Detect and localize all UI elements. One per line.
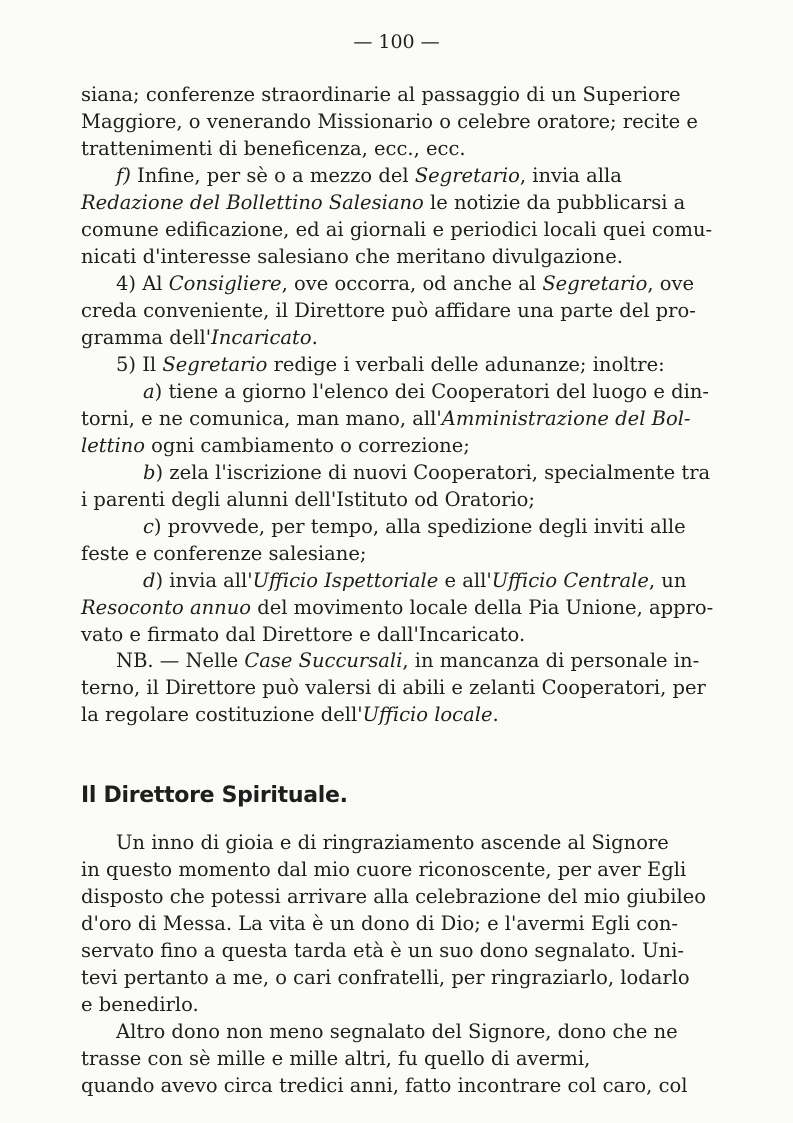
text-line: nicati d'interesse salesiano che meritano divulgazione. — [81, 245, 623, 268]
text-line: gramma dell'Incaricato. — [81, 326, 318, 349]
text-block-spiritual-director — [81, 829, 711, 1099]
text-line: d) invia all'Ufficio Ispettoriale e all'Ufficio Centrale, un — [143, 569, 687, 592]
text-line: Un inno di gioia e di ringraziamento ascende al Signore — [116, 831, 669, 854]
text-line: disposto che potessi arrivare alla celebrazione del mio giubileo — [81, 885, 706, 908]
text-line: torni, e ne comunica, man mano, all'Amministrazione del Bol- — [81, 407, 691, 430]
text-line: Altro dono non meno segnalato del Signore, dono che ne — [116, 1020, 678, 1043]
text-line: tevi pertanto a me, o cari confratelli, per ringraziarlo, lodarlo — [81, 966, 690, 989]
text-line: NB. — Nelle Case Succursali, in mancanza di personale in- — [116, 649, 700, 672]
text-line: e benedirlo. — [81, 993, 199, 1016]
text-line: terno, il Direttore può valersi di abili e zelanti Cooperatori, per — [81, 676, 706, 699]
text-line: 5) Il Segretario redige i verbali delle adunanze; inoltre: — [116, 353, 665, 376]
text-line: comune edificazione, ed ai giornali e periodici locali quei comu- — [81, 218, 713, 241]
text-line: d'oro di Messa. La vita è un dono di Dio; e l'avermi Egli con- — [81, 912, 679, 935]
text-line: trasse con sè mille e mille altri, fu quello di avermi, — [81, 1047, 591, 1070]
text-line: quando avevo circa tredici anni, fatto incontrare col caro, col — [81, 1074, 688, 1097]
text-line: i parenti degli alunni dell'Istituto od Oratorio; — [81, 488, 535, 511]
text-line: in questo momento dal mio cuore riconoscente, per aver Egli — [81, 858, 687, 881]
text-line: la regolare costituzione dell'Ufficio locale. — [81, 703, 499, 726]
text-line: vato e firmato dal Direttore e dall'Incaricato. — [81, 623, 526, 646]
nb-note — [81, 647, 711, 728]
text-line: b) zela l'iscrizione di nuovi Cooperatori, specialmente tra — [143, 461, 711, 484]
text-block-regulations — [81, 81, 714, 648]
text-line: f) Infine, per sè o a mezzo del Segretario, invia alla — [116, 164, 622, 187]
text-line: feste e conferenze salesiane; — [81, 542, 367, 565]
text-line: servato fino a questa tarda età è un suo dono segnalato. Uni- — [81, 939, 684, 962]
text-line: 4) Al Consigliere, ove occorra, od anche al Segretario, ove — [116, 272, 695, 295]
text-line: siana; conferenze straordinarie al passaggio di un Superiore — [81, 83, 681, 106]
text-line: c) provvede, per tempo, alla spedizione degli inviti alle — [143, 515, 686, 538]
item-marker: f) — [116, 164, 131, 187]
section-heading: Il Direttore Spirituale. — [81, 783, 348, 808]
text-line: a) tiene a giorno l'elenco dei Cooperatori del luogo e din- — [143, 380, 709, 403]
text-line: Resoconto annuo del movimento locale della Pia Unione, appro- — [81, 596, 714, 619]
text-line: lettino ogni cambiamento o correzione; — [81, 434, 470, 457]
page-number: — 100 — — [353, 31, 440, 53]
text-line: trattenimenti di beneficenza, ecc., ecc. — [81, 137, 466, 160]
text-line: creda conveniente, il Direttore può affidare una parte del pro- — [81, 299, 696, 322]
text-line: Redazione del Bollettino Salesiano le notizie da pubblicarsi a — [81, 191, 686, 214]
text-line: Maggiore, o venerando Missionario o celebre oratore; recite e — [81, 110, 698, 133]
